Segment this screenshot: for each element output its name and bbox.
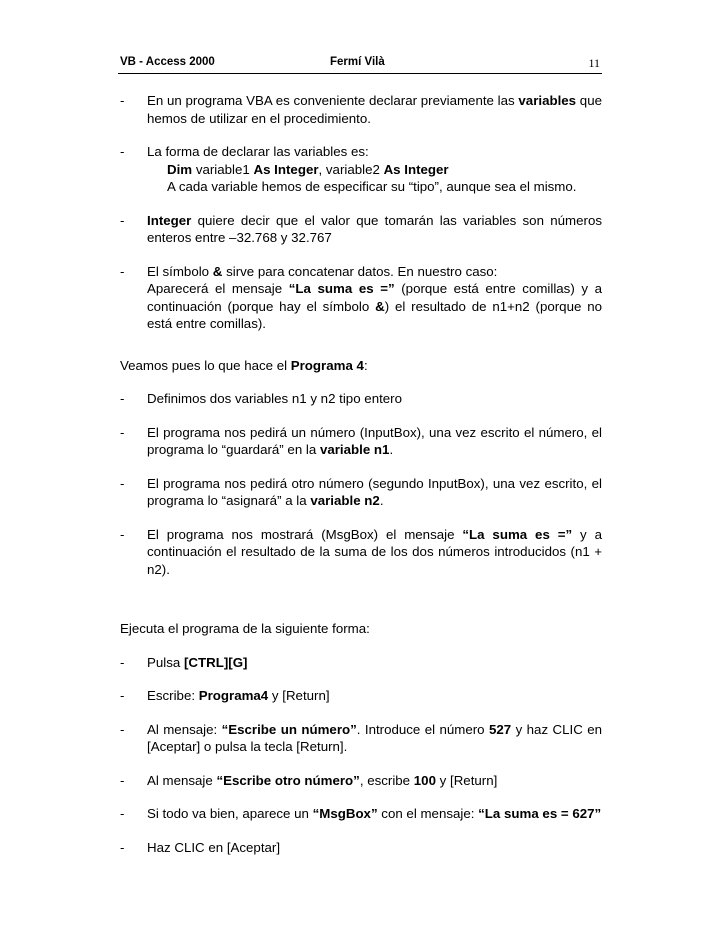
- text-run: El símbolo: [147, 263, 213, 279]
- bold-run: [CTRL][G]: [183, 654, 248, 670]
- bold-run: variables: [518, 93, 577, 108]
- bullet-marker: -: [120, 772, 125, 788]
- bold-run: Integer: [147, 212, 192, 228]
- bullet-text: [147, 839, 602, 857]
- bullet-marker: -: [120, 391, 125, 406]
- bullet-marker: -: [120, 212, 125, 228]
- bullet-text: Definimos dos variables n1 y n2 tipo entero: [147, 391, 402, 406]
- text-run: sirve para concatenar datos. En nuestro caso:: [222, 263, 498, 279]
- bullet-text: [147, 143, 602, 196]
- bullet-item: [120, 92, 602, 127]
- bold-run: Programa 4: [290, 357, 364, 373]
- document-body: [120, 92, 602, 872]
- bullet-item: [120, 839, 602, 857]
- text-run: Aparecerá el mensaje: [147, 281, 289, 296]
- code-line: [147, 161, 602, 179]
- bullet-marker: -: [120, 721, 125, 737]
- section-heading: Ejecuta el programa de la siguiente forma:: [120, 621, 370, 636]
- bullet-item: [120, 475, 602, 510]
- text-run: (porque está entre comillas) y a continuación (porque hay el símbolo: [147, 281, 602, 314]
- bold-run: “MsgBox”: [312, 806, 378, 821]
- header-author: Fermí Vilà: [330, 56, 385, 68]
- bold-run: “La suma es =”: [462, 526, 573, 542]
- bullet-item: [120, 526, 602, 579]
- bullet-item: [120, 143, 602, 196]
- bullet-marker: -: [120, 93, 125, 108]
- section-heading: [120, 357, 602, 375]
- bullet-item: [120, 390, 602, 408]
- bullet-item: [120, 654, 602, 672]
- bullet-marker: -: [120, 144, 125, 159]
- bold-run: &: [212, 263, 223, 279]
- bullet-text: [147, 263, 602, 333]
- bold-run: 100: [413, 772, 436, 788]
- header-left: VB - Access 2000: [120, 56, 215, 68]
- text-run: A cada variable hemos de especificar su “tipo”, aunque sea el mismo.: [167, 179, 577, 194]
- text-run: .: [389, 442, 394, 457]
- text-run: .: [379, 493, 384, 508]
- text-run: . Introduce el número: [356, 721, 489, 737]
- bullet-text: [147, 687, 602, 705]
- bullet-marker: -: [120, 654, 125, 670]
- bold-run: “Escribe un número”: [221, 721, 357, 737]
- text-run: El programa nos pedirá otro número (segundo InputBox), una vez escrito, el programa lo “asignará” a la: [147, 475, 602, 508]
- bullet-text: [147, 92, 602, 127]
- text-run: Si todo va bien, aparece un: [147, 806, 313, 821]
- bold-run: As Integer: [253, 161, 319, 177]
- bullet-item: [120, 772, 602, 790]
- bullet-text: [147, 721, 602, 756]
- text-run: Veamos pues lo que hace el: [120, 357, 291, 373]
- bullet-text: [147, 475, 602, 510]
- bold-run: “La suma es =”: [288, 281, 395, 296]
- text-line: [147, 280, 602, 333]
- text-run: y [Return]: [268, 688, 330, 703]
- bullet-item: [120, 212, 602, 247]
- page-number: 11: [588, 56, 600, 70]
- bold-run: variable n1: [319, 442, 390, 457]
- bold-run: variable n2: [310, 493, 380, 508]
- bold-run: “La suma es = 627”: [478, 806, 602, 821]
- text-run: y haz CLIC en [Aceptar] o pulsa la tecla [Return].: [147, 721, 602, 754]
- bullet-text: [147, 424, 602, 459]
- bullet-item: [120, 263, 602, 333]
- bullet-text: [147, 805, 602, 823]
- bullet-text: [147, 526, 602, 579]
- bullet-marker: -: [120, 263, 125, 279]
- bullet-marker: -: [120, 526, 125, 542]
- text-run: El programa nos mostrará (MsgBox) el mensaje: [147, 526, 463, 542]
- text-run: variable1: [192, 161, 254, 177]
- bullet-item: [120, 721, 602, 756]
- bold-run: “Escribe otro número”: [216, 772, 360, 788]
- bold-run: As Integer: [383, 161, 449, 177]
- text-run: En un programa VBA es conveniente declarar previamente las: [147, 93, 519, 108]
- bullet-marker: -: [120, 688, 125, 703]
- bullet-text: [147, 654, 602, 672]
- text-line: [147, 263, 602, 281]
- text-run: y [Return]: [435, 772, 498, 788]
- text-run: que hemos de utilizar en el procedimiento.: [147, 93, 602, 126]
- bold-run: &: [375, 298, 385, 314]
- bold-run: Dim: [167, 161, 193, 177]
- bullet-marker: -: [120, 475, 125, 491]
- text-run: Escribe:: [147, 688, 199, 703]
- bullet-marker: -: [120, 424, 125, 440]
- text-run: Pulsa: [147, 654, 184, 670]
- text-run: Al mensaje: [147, 772, 217, 788]
- text-run: Haz CLIC en [Aceptar]: [147, 839, 281, 855]
- text-run: , escribe: [359, 772, 414, 788]
- header-rule: [118, 73, 602, 74]
- text-run: El programa nos pedirá un número (InputBox), una vez escrito el número, el programa lo “guardará” en la: [147, 424, 602, 457]
- text-run: La forma de declarar las variables es:: [147, 144, 369, 159]
- text-run: ) el resultado de n1+n2 (porque no está entre comillas).: [147, 298, 602, 331]
- bold-run: Programa4: [198, 688, 269, 703]
- text-run: , variable2: [318, 161, 384, 177]
- bullet-item: [120, 687, 602, 705]
- text-run: quiere decir que el valor que tomarán las variables son números enteros entre –32.768 y 32.767: [147, 212, 602, 245]
- bullet-marker: -: [120, 806, 125, 821]
- text-run: Al mensaje:: [147, 721, 222, 737]
- page-header: [120, 56, 602, 74]
- bullet-text: [147, 212, 602, 247]
- bullet-marker: -: [120, 839, 125, 855]
- bullet-item: [120, 424, 602, 459]
- text-run: con el mensaje:: [377, 806, 479, 821]
- bullet-item: [120, 805, 602, 823]
- text-run: y a continuación el resultado de la suma de los dos números introducidos (n1 + n2).: [147, 526, 602, 577]
- bullet-text: [147, 772, 602, 790]
- text-run: :: [363, 357, 368, 373]
- bold-run: 527: [489, 721, 512, 737]
